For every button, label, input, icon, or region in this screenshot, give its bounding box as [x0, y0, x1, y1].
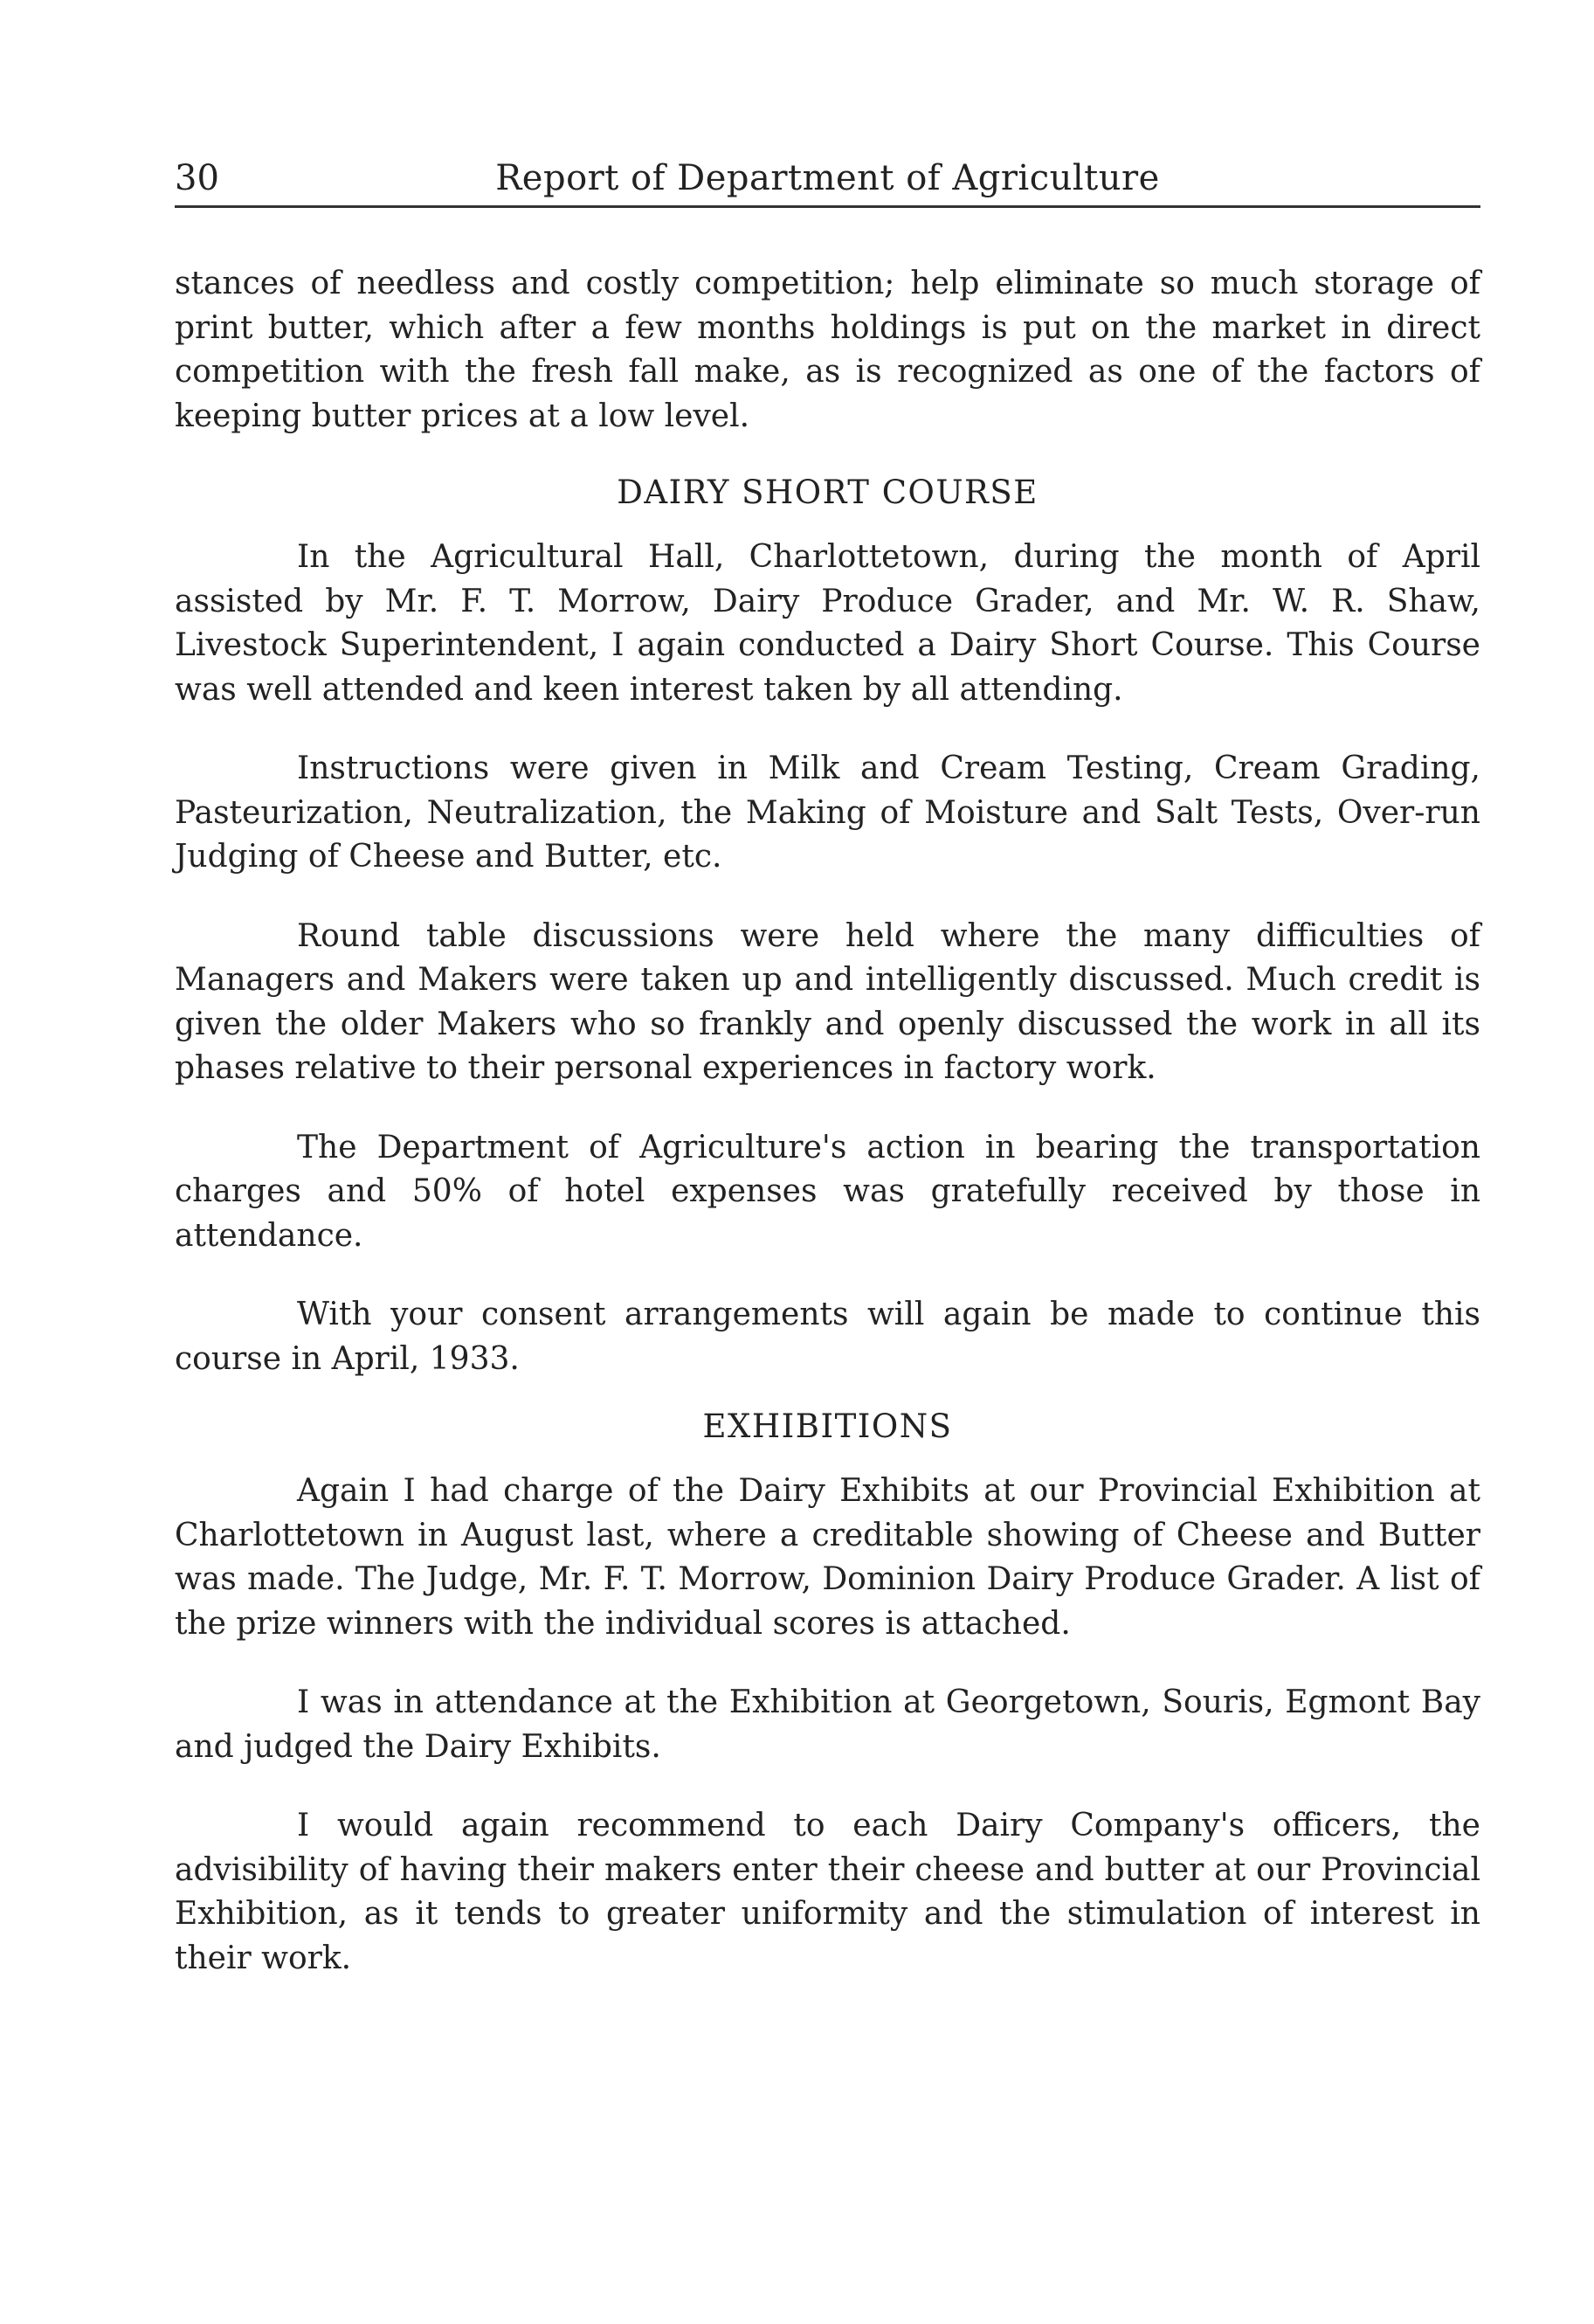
document-page	[175, 153, 1480, 2016]
paragraph-continuation: stances of needless and costly competition; help eliminate so much storage of print butter, which after a few months holdings is put on the market in direct competition with the fresh fall make, as is recognized as one of the factors of keeping butter prices at a low level.	[175, 266, 1480, 434]
running-header	[175, 153, 1480, 208]
paragraph-dairy-course-intro: In the Agricultural Hall, Charlottetown, during the month of April assisted by Mr. F. T. Morrow, Dairy Produce Grader, and Mr. W. R. Shaw, Livestock Superintendent, I again conducted a Dairy Short Course. This Course was well attended and keen interest taken by all attending.	[175, 539, 1480, 708]
paragraph-provincial-exhibition: Again I had charge of the Dairy Exhibits at our Provincial Exhibition at Charlottetown in August last, where a creditable showing of Cheese and Butter was made. The Judge, Mr. F. T. Morrow, Dominion Dairy Produce Grader. A list of the prize winners with the individual scores is attached.	[175, 1473, 1480, 1642]
paragraph-recommendation: I would again recommend to each Dairy Company's officers, the advisibility of having their makers enter their cheese and butter at our Provincial Exhibition, as it tends to greater uniformity and the stimulation of interest in their work.	[175, 1808, 1480, 1976]
page-body	[175, 262, 1480, 1981]
page-number: 30	[175, 158, 219, 198]
paragraph-transportation: The Department of Agriculture's action in bearing the transportation charges and 50% of hotel expenses was gratefully received by those in attendance.	[175, 1129, 1480, 1254]
paragraph-consent: With your consent arrangements will again be made to continue this course in April, 1933.	[175, 1297, 1480, 1377]
paragraph-instructions: Instructions were given in Milk and Cream Testing, Cream Grading, Pasteurization, Neutralization, the Making of Moisture and Salt Tests, Over-run Judging of Cheese and Butter, etc.	[175, 750, 1480, 875]
section-heading-exhibitions: EXHIBITIONS	[702, 1408, 953, 1445]
section-heading-dairy-short-course: DAIRY SHORT COURSE	[617, 474, 1039, 511]
paragraph-georgetown: I was in attendance at the Exhibition at Georgetown, Souris, Egmont Bay and judged the Dairy Exhibits.	[175, 1684, 1480, 1765]
paragraph-round-table: Round table discussions were held where the many difficulties of Managers and Makers were taken up and intelligently discussed. Much credit is given the older Makers who so frankly and openly discussed the work in all its phases relative to their personal experiences in factory work.	[175, 917, 1480, 1086]
running-title: Report of Department of Agriculture	[495, 158, 1160, 198]
